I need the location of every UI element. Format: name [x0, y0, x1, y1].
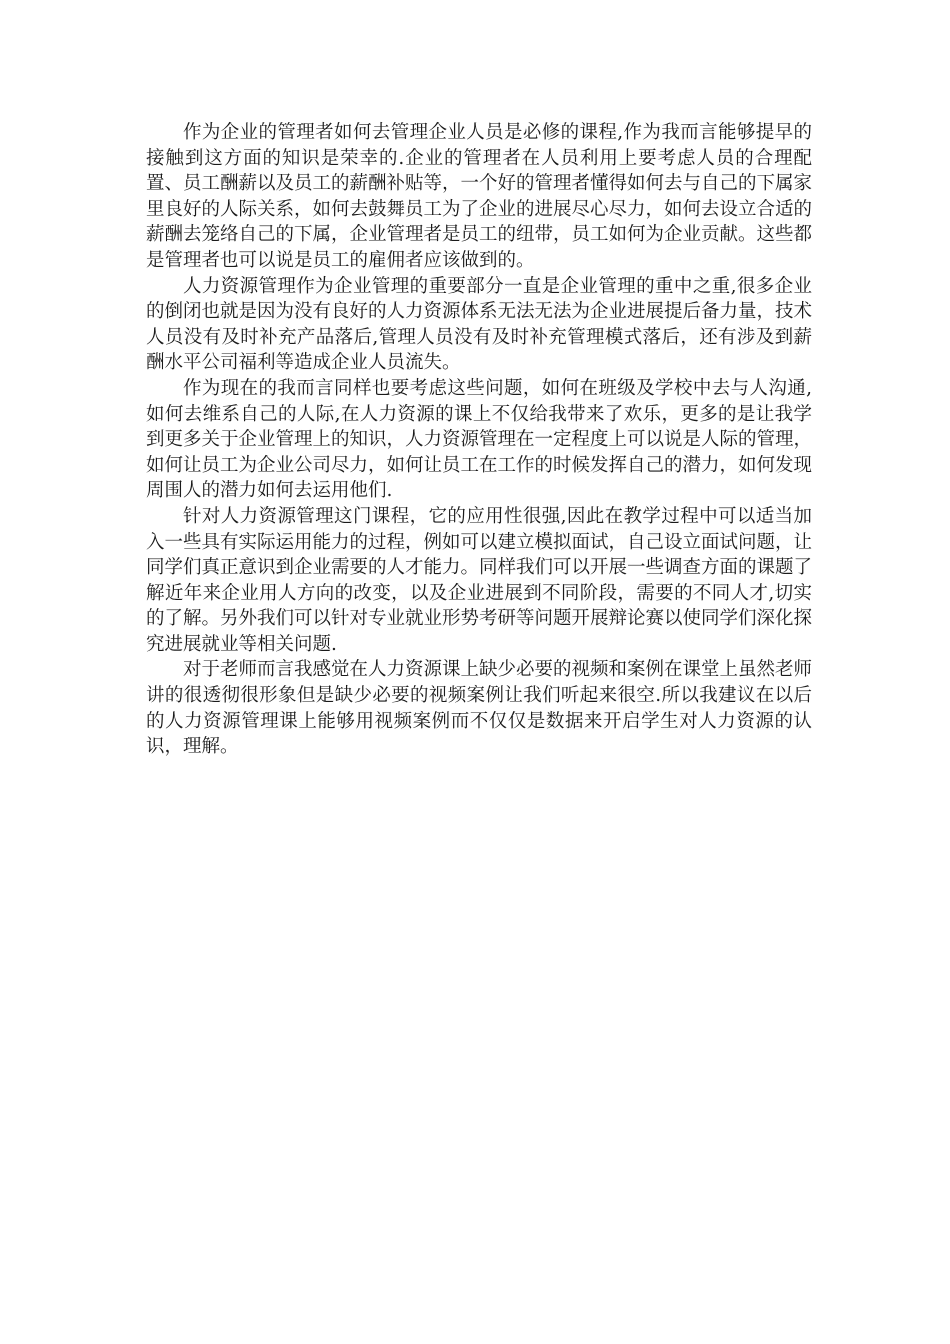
paragraph-2: 人力资源管理作为企业管理的重要部分一直是企业管理的重中之重,很多企业的倒闭也就是因为没有良好的人力资源体系无法无法为企业进展提后备力量，技术人员没有及时补充产品落后,管理人员没有及时补充管理模式落后，还有涉及到薪酬水平公司福利等造成企业人员流失。: [146, 275, 813, 374]
paragraph-4: 针对人力资源管理这门课程，它的应用性很强,因此在教学过程中可以适当加入一些具有实际运用能力的过程，例如可以建立模拟面试，自己设立面试问题，让同学们真正意识到企业需要的人才能力。同样我们可以开展一些调查方面的课题了解近年来企业用人方向的改变，以及企业进展到不同阶段，需要的不同人才,切实的了解。另外我们可以针对专业就业形势考研等问题开展辩论赛以使同学们深化探究进展就业等相关问题.: [146, 505, 813, 655]
document-body: [146, 120, 812, 760]
paragraph-3: 作为现在的我而言同样也要考虑这些问题，如何在班级及学校中去与人沟通,如何去维系自己的人际,在人力资源的课上不仅给我带来了欢乐，更多的是让我学到更多关于企业管理上的知识，人力资源管理在一定程度上可以说是人际的管理，如何让员工为企业公司尽力，如何让员工在工作的时候发挥自己的潜力，如何发现周围人的潜力如何去运用他们.: [146, 377, 813, 502]
paragraph-1: 作为企业的管理者如何去管理企业人员是必修的课程,作为我而言能够提早的接触到这方面的知识是荣幸的.企业的管理者在人员利用上要考虑人员的合理配置、员工酬薪以及员工的薪酬补贴等，一个好的管理者懂得如何去与自己的下属家里良好的人际关系，如何去鼓舞员工为了企业的进展尽心尽力，如何去设立合适的薪酬去笼络自己的下属，企业管理者是员工的纽带，员工如何为企业贡献。这些都是管理者也可以说是员工的雇佣者应该做到的。: [146, 122, 813, 271]
paragraph-5: 对于老师而言我感觉在人力资源课上缺少必要的视频和案例在课堂上虽然老师讲的很透彻很形象但是缺少必要的视频案例让我们听起来很空.所以我建议在以后的人力资源管理课上能够用视频案例而不仅仅是数据来开启学生对人力资源的认识，理解。: [146, 659, 813, 758]
